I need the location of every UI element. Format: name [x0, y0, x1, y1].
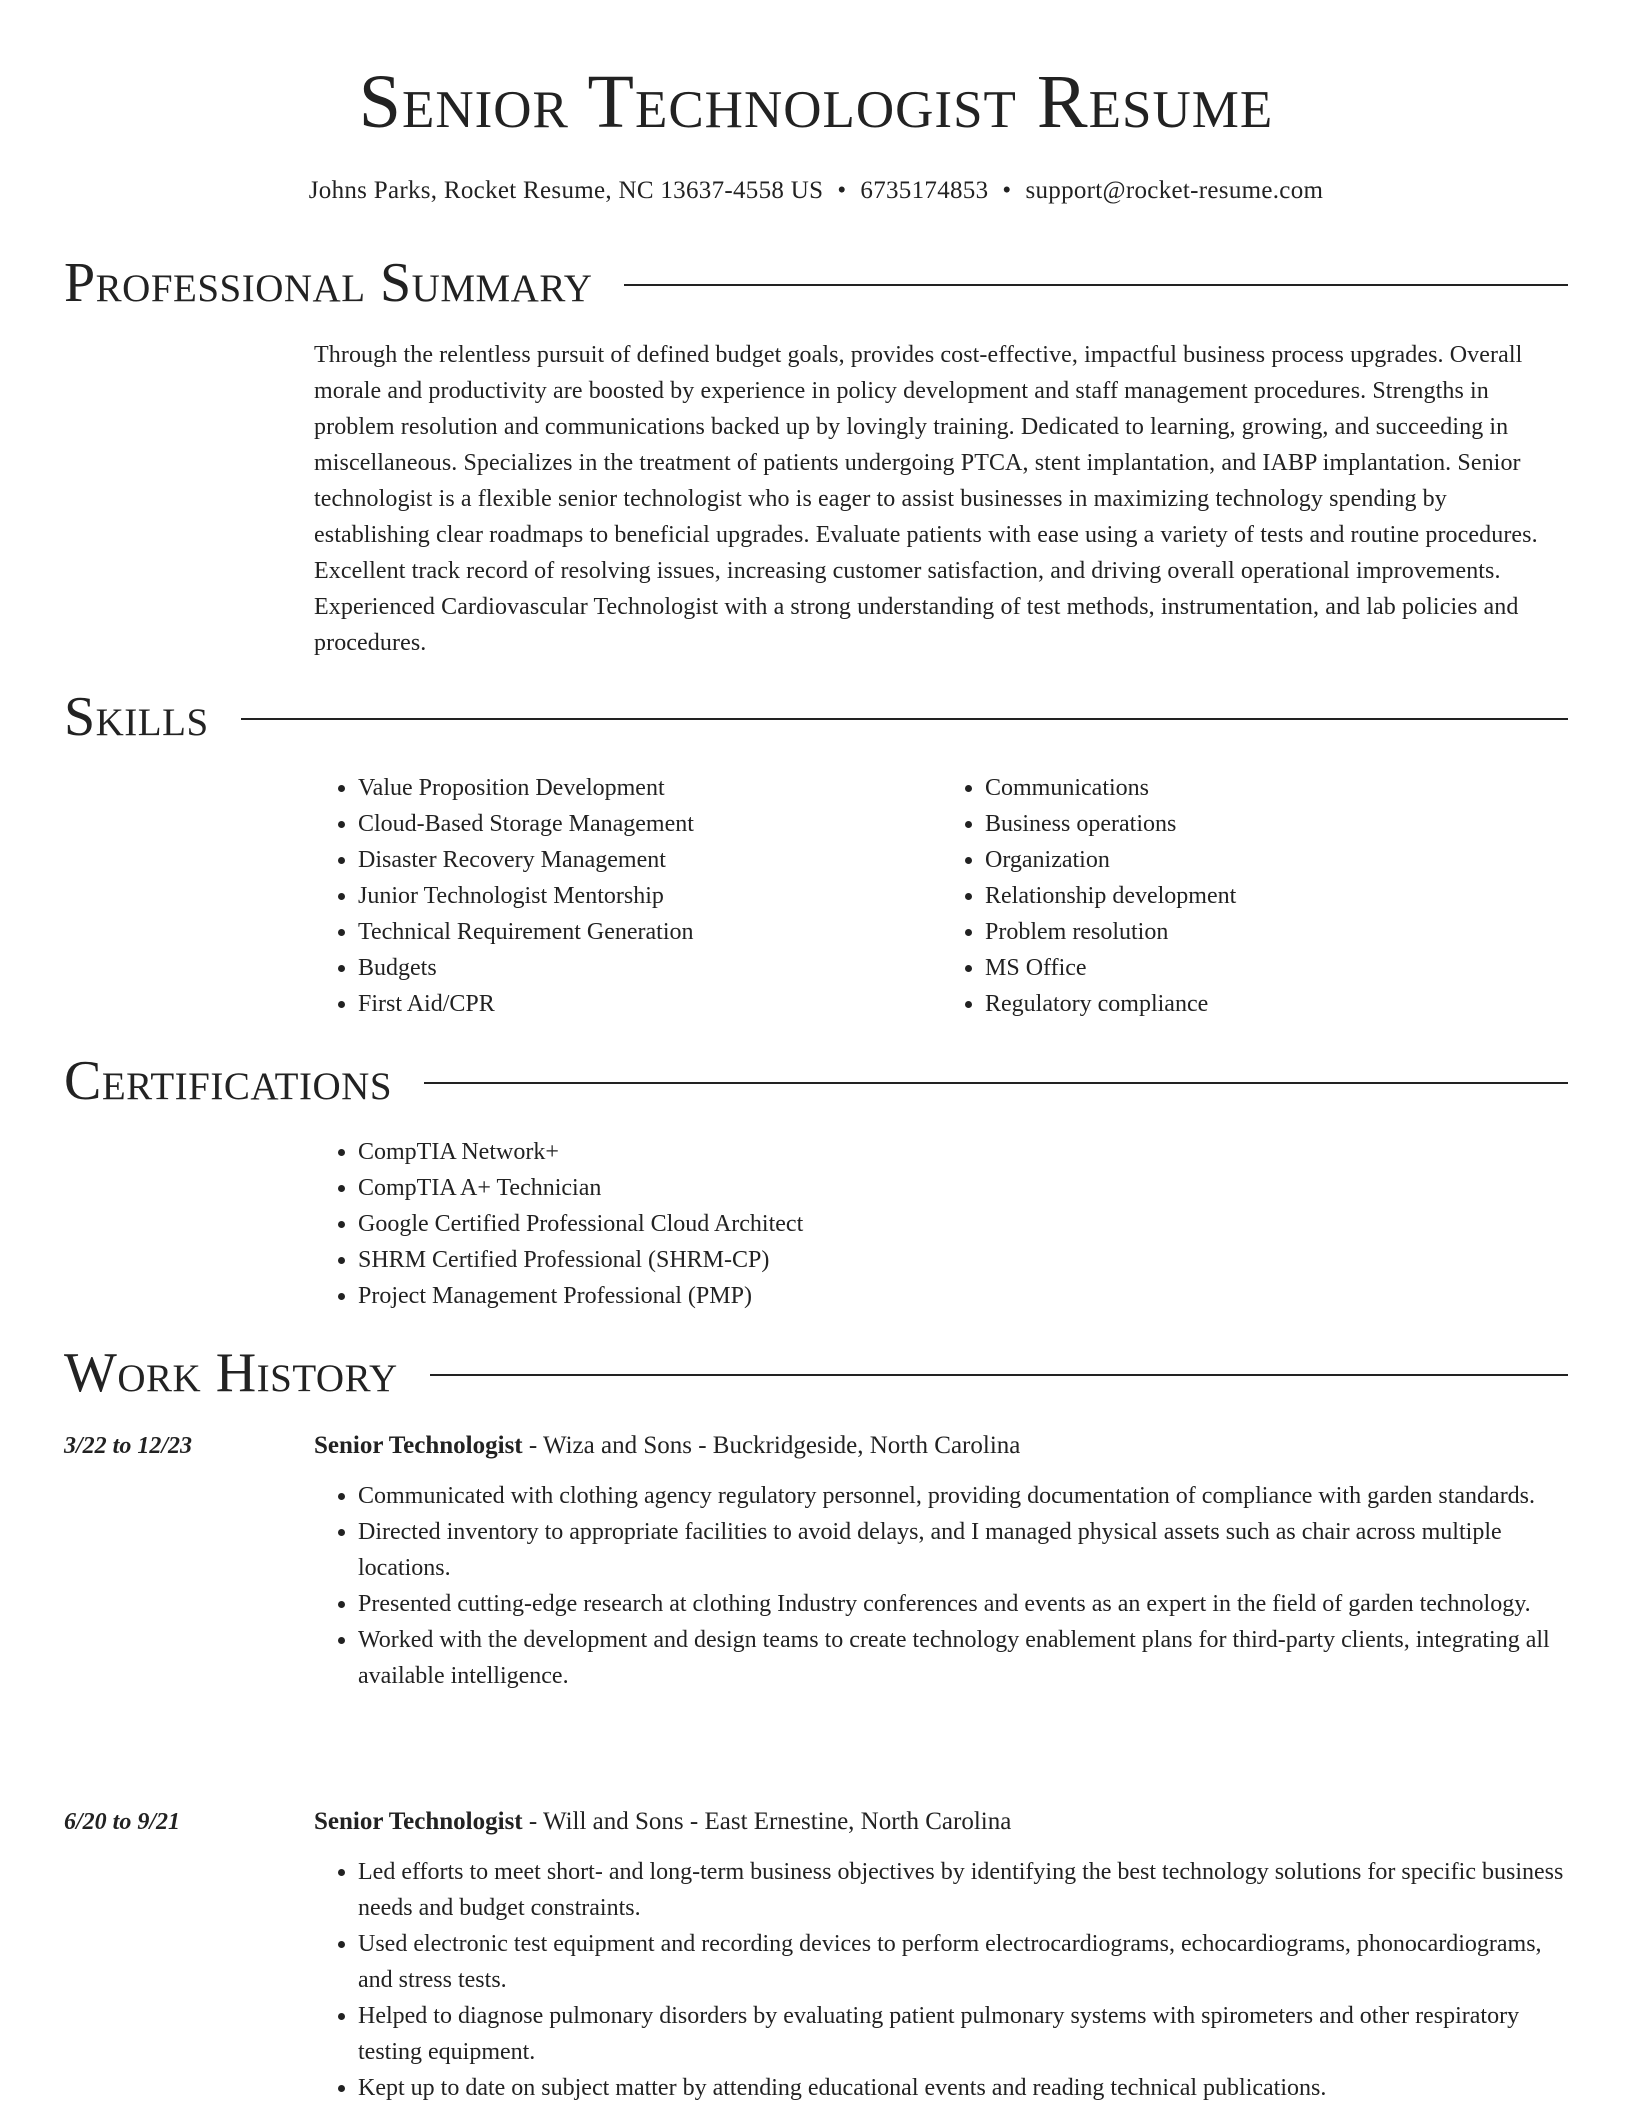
- certification-item: • SHRM Certified Professional (SHRM-CP): [358, 1242, 1568, 1278]
- certifications-body: [314, 1134, 1568, 1314]
- certifications-section-header: [64, 1050, 1568, 1112]
- skill-item: • Business operations: [985, 806, 1568, 842]
- section-divider: [424, 1082, 1568, 1084]
- job-dates: 3/22 to 12/23: [64, 1433, 193, 1459]
- resume-page: [64, 0, 1568, 2101]
- job-details: - Wiza and Sons - Buckridgeside, North Carolina: [522, 1432, 1021, 1459]
- section-divider: [624, 284, 1568, 286]
- job-entry: [314, 1804, 1568, 2106]
- job-bullets: [314, 1478, 1568, 1694]
- work-section-header: [64, 1342, 1568, 1404]
- job-role: Senior Technologist: [314, 1808, 523, 1835]
- contact-line: [64, 176, 1568, 206]
- skills-section-header: [64, 686, 1568, 748]
- contact-phone: 6735174853: [860, 177, 989, 204]
- work-heading: Work History: [64, 1342, 398, 1404]
- skills-heading: Skills: [64, 686, 209, 748]
- summary-section-header: [64, 252, 1568, 314]
- skills-grid: [314, 770, 1568, 1022]
- skill-item: • Disaster Recovery Management: [358, 842, 941, 878]
- skill-item: • MS Office: [985, 950, 1568, 986]
- job-role: Senior Technologist: [314, 1432, 523, 1459]
- job-bullet: • Kept up to date on subject matter by attending educational events and reading technical publications.: [358, 2070, 1568, 2106]
- skill-item: • Organization: [985, 842, 1568, 878]
- job-details: - Will and Sons - East Ernestine, North Carolina: [522, 1808, 1012, 1835]
- job-heading: [314, 1804, 1568, 1840]
- certification-item: • Project Management Professional (PMP): [358, 1278, 1568, 1314]
- job-bullet: • Presented cutting-edge research at clothing Industry conferences and events as an expert in the field of garden technology.: [358, 1586, 1568, 1622]
- certifications-list: [314, 1134, 1568, 1314]
- skill-item: • Junior Technologist Mentorship: [358, 878, 941, 914]
- certifications-heading: Certifications: [64, 1050, 393, 1112]
- job-heading: [314, 1428, 1568, 1464]
- job-bullet: • Helped to diagnose pulmonary disorders by evaluating patient pulmonary systems with spirometers and other respiratory testing equipment.: [358, 1998, 1568, 2070]
- certification-item: • CompTIA A+ Technician: [358, 1170, 1568, 1206]
- contact-email[interactable]: support@rocket-resume.com: [1025, 177, 1324, 204]
- resume-title: Senior Technologist Resume: [358, 60, 1274, 144]
- summary-text: Through the relentless pursuit of defined budget goals, provides cost-effective, impactful business process upgrades. Overall morale and productivity are boosted by experience in policy development and staff management procedures. Strengths in problem resolution and communications backed up by lovingly training. Dedicated to learning, growing, and succeeding in miscellaneous. Specializes in the treatment of patients undergoing PTCA, stent implantation, and IABP implantation. Senior technologist is a flexible senior technologist who is eager to assist businesses in maximizing technology spending by establishing clear roadmaps to beneficial upgrades. Evaluate patients with ease using a variety of tests and routine procedures. Excellent track record of resolving issues, increasing customer satisfaction, and driving overall operational improvements. Experienced Cardiovascular Technologist with a strong understanding of test methods, instrumentation, and lab policies and procedures.: [314, 342, 1538, 656]
- job-bullets: [314, 1854, 1568, 2106]
- skill-item: • Budgets: [358, 950, 941, 986]
- skills-list-left: [314, 770, 941, 1022]
- section-divider: [430, 1374, 1568, 1376]
- skill-item: • Communications: [985, 770, 1568, 806]
- summary-heading: Professional Summary: [64, 252, 593, 314]
- contact-separator: •: [1002, 177, 1012, 204]
- job-bullet: • Worked with the development and design teams to create technology enablement plans for third-party clients, integrating all available intelligence.: [358, 1622, 1568, 1694]
- skill-item: • First Aid/CPR: [358, 986, 941, 1022]
- certification-item: • CompTIA Network+: [358, 1134, 1568, 1170]
- contact-address: Johns Parks, Rocket Resume, NC 13637-4558 US: [308, 177, 824, 204]
- skills-list-right: [941, 770, 1568, 1022]
- skill-item: • Cloud-Based Storage Management: [358, 806, 941, 842]
- job-bullet: • Used electronic test equipment and recording devices to perform electrocardiograms, echocardiograms, phonocardiograms, and stress tests.: [358, 1926, 1568, 1998]
- skill-item: • Regulatory compliance: [985, 986, 1568, 1022]
- job-dates: 6/20 to 9/21: [64, 1809, 181, 1835]
- section-divider: [241, 718, 1568, 720]
- job-bullet: • Communicated with clothing agency regulatory personnel, providing documentation of compliance with garden standards.: [358, 1478, 1568, 1514]
- skill-item: • Problem resolution: [985, 914, 1568, 950]
- contact-separator: •: [837, 177, 847, 204]
- job-entry: [314, 1428, 1568, 1694]
- job-bullet: • Directed inventory to appropriate facilities to avoid delays, and I managed physical assets such as chair across multiple locations.: [358, 1514, 1568, 1586]
- skill-item: • Technical Requirement Generation: [358, 914, 941, 950]
- summary-body: [314, 337, 1568, 661]
- skills-body: [314, 770, 1568, 1022]
- certification-item: • Google Certified Professional Cloud Architect: [358, 1206, 1568, 1242]
- skill-item: • Relationship development: [985, 878, 1568, 914]
- job-bullet: • Led efforts to meet short- and long-term business objectives by identifying the best technology solutions for specific business needs and budget constraints.: [358, 1854, 1568, 1926]
- skill-item: • Value Proposition Development: [358, 770, 941, 806]
